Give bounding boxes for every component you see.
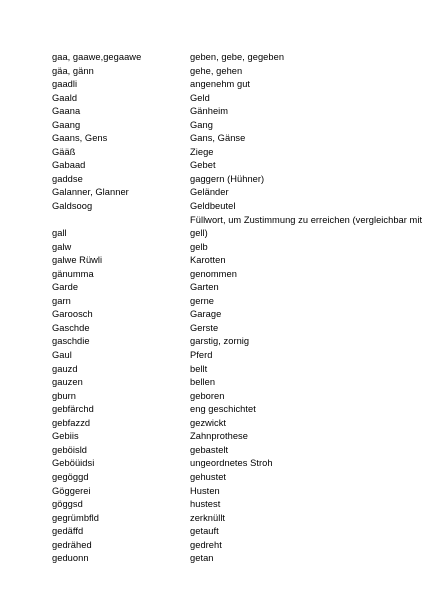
- glossary-term: Göggerei: [52, 485, 91, 496]
- glossary-definition: Füllwort, um Zustimmung zu erreichen (vergleichbar mit gell): [190, 214, 423, 239]
- glossary-row: [0, 335, 424, 349]
- glossary-term: gebfärchd: [52, 404, 94, 415]
- glossary-definition: Karotten: [190, 255, 226, 266]
- glossary-term: Galanner, Glanner: [52, 187, 129, 198]
- glossary-definition: gaggern (Hühner): [190, 173, 265, 184]
- glossary-row: [0, 241, 424, 255]
- glossary-definition: Gebet: [190, 160, 216, 171]
- glossary-row: [0, 498, 424, 512]
- glossary-definition: geboren: [190, 390, 225, 401]
- glossary-definition: getan: [190, 553, 214, 564]
- glossary-row: [0, 308, 424, 322]
- glossary-row: [0, 105, 424, 119]
- glossary-row: [0, 376, 424, 390]
- glossary-term: Garoosch: [52, 309, 93, 320]
- glossary-term: gaadli: [52, 79, 78, 90]
- glossary-definition: gehustet: [190, 471, 227, 482]
- glossary-row: [0, 552, 424, 566]
- glossary-row: [0, 485, 424, 499]
- glossary-row: [0, 146, 424, 160]
- glossary-row: [0, 65, 424, 79]
- glossary-definition: gehe, gehen: [190, 65, 243, 76]
- glossary-definition: Garten: [190, 282, 219, 293]
- glossary-term: göggsd: [52, 499, 83, 510]
- glossary-definition: Gang: [190, 119, 213, 130]
- glossary-definition: Gans, Gänse: [190, 133, 246, 144]
- glossary-term: gaddse: [52, 173, 83, 184]
- glossary-term: galw: [52, 241, 72, 252]
- glossary-term: galwe Rüwli: [52, 255, 103, 266]
- glossary-term: gburn: [52, 390, 77, 401]
- glossary-definition: getauft: [190, 526, 219, 537]
- glossary-term: gegrümbfld: [52, 512, 100, 523]
- glossary-term: Galdsoog: [52, 201, 93, 212]
- glossary-definition: gedreht: [190, 539, 222, 550]
- glossary-row: [0, 539, 424, 553]
- glossary-row: [0, 471, 424, 485]
- glossary-definition: Ziege: [190, 146, 214, 157]
- glossary-row: [0, 268, 424, 282]
- glossary-term: gäa, gänn: [52, 65, 94, 76]
- glossary-row: [0, 390, 424, 404]
- glossary-term: Gaans, Gens: [52, 133, 108, 144]
- glossary-definition: Geländer: [190, 187, 229, 198]
- glossary-term: Gaang: [52, 119, 81, 130]
- glossary-term: Garde: [52, 282, 79, 293]
- glossary-term: Gaald: [52, 92, 78, 103]
- glossary-term: gaschdie: [52, 336, 90, 347]
- glossary-definition: Geldbeutel: [190, 201, 236, 212]
- glossary-definition: Gerste: [190, 322, 219, 333]
- glossary-term: garn: [52, 295, 71, 306]
- glossary-term: Gaana: [52, 106, 81, 117]
- glossary-definition: zerknüllt: [190, 512, 226, 523]
- glossary-definition: eng geschichtet: [190, 404, 256, 415]
- glossary-row: [0, 92, 424, 106]
- glossary-term: gedäffd: [52, 526, 84, 537]
- glossary-list: [0, 51, 424, 566]
- glossary-row: [0, 322, 424, 336]
- glossary-row: [0, 349, 424, 363]
- glossary-definition: gerne: [190, 295, 215, 306]
- glossary-term: gauzd: [52, 363, 78, 374]
- glossary-definition: gelb: [190, 241, 208, 252]
- glossary-term: geböisld: [52, 444, 88, 455]
- glossary-row: [0, 457, 424, 471]
- glossary-definition: geben, gebe, gegeben: [190, 52, 285, 62]
- glossary-definition: Husten: [190, 485, 220, 496]
- glossary-row: [0, 295, 424, 309]
- glossary-row: [0, 173, 424, 187]
- glossary-definition: hustest: [190, 499, 221, 510]
- glossary-row: [0, 200, 424, 214]
- glossary-row: [0, 132, 424, 146]
- glossary-definition: Garage: [190, 309, 222, 320]
- glossary-row: [0, 525, 424, 539]
- glossary-term: Gaul: [52, 350, 72, 361]
- glossary-definition: Zahnprothese: [190, 431, 248, 442]
- glossary-row: [0, 430, 424, 444]
- glossary-definition: genommen: [190, 268, 237, 279]
- glossary-term: gebfazzd: [52, 417, 91, 428]
- glossary-term: gaa, gaawe,gegaawe: [52, 52, 142, 62]
- glossary-term: Gebiis: [52, 431, 79, 442]
- glossary-term: geduonn: [52, 553, 89, 564]
- glossary-term: Gaschde: [52, 322, 90, 333]
- glossary-row: [0, 186, 424, 200]
- glossary-definition: Geld: [190, 92, 210, 103]
- glossary-term: Gääß: [52, 146, 76, 157]
- glossary-row: [0, 281, 424, 295]
- glossary-term: gegöggd: [52, 471, 89, 482]
- glossary-term: gänumma: [52, 268, 94, 279]
- glossary-row: [0, 512, 424, 526]
- glossary-row: [0, 119, 424, 133]
- glossary-definition: garstig, zornig: [190, 336, 250, 347]
- glossary-term: gauzen: [52, 377, 83, 388]
- glossary-definition: Pferd: [190, 350, 213, 361]
- glossary-row: [0, 78, 424, 92]
- glossary-term: Geböüidsi: [52, 458, 95, 469]
- glossary-definition: gezwickt: [190, 417, 227, 428]
- glossary-definition: angenehm gut: [190, 79, 251, 90]
- glossary-definition: ungeordnetes Stroh: [190, 458, 273, 469]
- glossary-row: [0, 417, 424, 431]
- glossary-definition: gebastelt: [190, 444, 229, 455]
- glossary-row: [0, 363, 424, 377]
- glossary-row: [0, 51, 424, 65]
- glossary-definition: bellt: [190, 363, 208, 374]
- glossary-term: Gabaad: [52, 160, 86, 171]
- glossary-definition: bellen: [190, 377, 216, 388]
- glossary-row: [0, 159, 424, 173]
- glossary-definition: Gänheim: [190, 106, 229, 117]
- glossary-row: [0, 444, 424, 458]
- glossary-row: [0, 214, 424, 241]
- glossary-row: [0, 254, 424, 268]
- glossary-row: [0, 403, 424, 417]
- glossary-term: gedrähed: [52, 539, 92, 550]
- glossary-term: gall: [52, 228, 67, 239]
